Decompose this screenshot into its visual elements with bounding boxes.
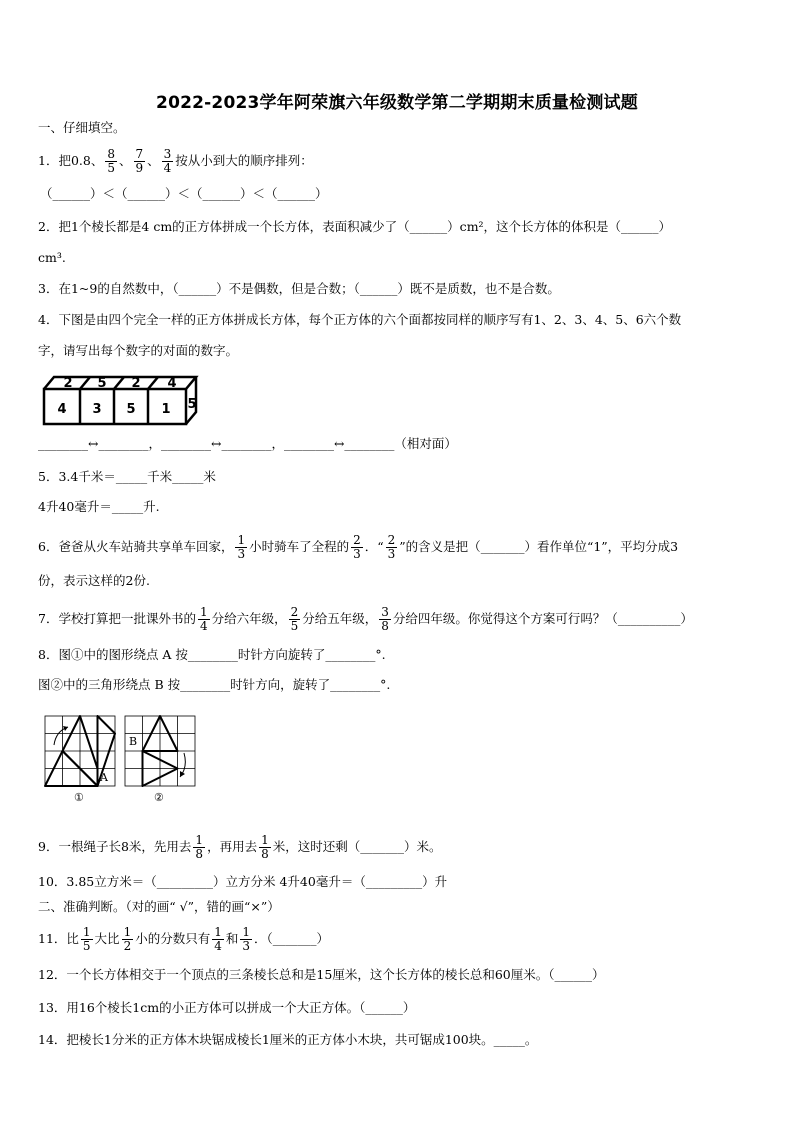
question-8: 8．图①中的图形绕点 A 按________时针方向旋转了________°.: [38, 647, 386, 662]
rotation-figure-1: [44, 715, 116, 805]
fraction: $\frac{3}{8}$: [381, 605, 389, 633]
fraction: $\frac{1}{5}$: [82, 925, 91, 953]
point-B-label: B: [129, 735, 138, 748]
top-face-3: 2: [131, 376, 141, 391]
question-8-cont: 图②中的三角形绕点 B 按________时针方向，旋转了________°.: [38, 677, 391, 692]
question-4-cont: 字，请写出每个数字的对面的数字。: [38, 343, 239, 358]
question-7: 7．学校打算把一批课外书的 $\frac{1}{4}$ 分给六年级， $\frac{2}{5}$ 分给五年级， $\frac{3}{8}$ 分给四年级。你觉得这个方案可行吗？（__________）: [38, 605, 693, 633]
question-14: 14．把棱长1分米的正方体木块锯成棱长1厘米的正方体小木块，共可锯成100块。_____。: [38, 1032, 538, 1047]
section-2-heading: 二、准确判断。（对的画“ √”，错的画“×”）: [38, 899, 280, 914]
fraction: $\frac{1}{2}$: [123, 925, 132, 953]
top-face-4: 4: [167, 376, 177, 391]
q1-answer-blanks: （______）＜（______）＜（______）＜（______）: [40, 186, 328, 201]
fraction: $\frac{1}{3}$: [242, 925, 251, 953]
front-face-1: 4: [57, 402, 67, 417]
question-4: 4．下图是由四个完全一样的正方体拼成长方体，每个正方体的六个面都按同样的顺序写有1、2、3、4、5、6六个数: [38, 312, 682, 327]
side-face: 5: [187, 397, 197, 412]
cube-row-figure: [40, 372, 210, 430]
point-A-label: A: [100, 771, 108, 784]
rotation-figure-2: [124, 715, 196, 805]
fraction: $\frac{1}{3}$: [237, 533, 246, 561]
question-5: 5．3.4千米＝_____千米_____米: [38, 469, 216, 484]
question-9: 9．一根绳子长8米，先用去 $\frac{1}{8}$ ，再用去 $\frac{1}{8}$ 米，这时还剩（_______）米。: [38, 833, 442, 861]
question-1: 1．把0.8、 $\frac{8}{5}$ 、 $\frac{7}{9}$ 、 $\frac{3}{4}$ 按从小到大的顺序排列：: [38, 147, 313, 175]
question-5-cont: 4升40毫升＝_____升.: [38, 499, 160, 514]
fraction: $\frac{8}{5}$: [107, 147, 115, 175]
question-11: 11．比 $\frac{1}{5}$ 大比 $\frac{1}{2}$ 小的分数只有 $\frac{1}{4}$ 和 $\frac{1}{3}$ ．（_______）: [38, 925, 330, 953]
fraction: $\frac{1}{8}$: [195, 833, 204, 861]
question-3: 3．在1~9的自然数中，（______）不是偶数，但是合数；（______）既不是质数，也不是合数。: [38, 281, 560, 296]
fraction: $\frac{2}{3}$: [387, 533, 396, 561]
question-13: 13．用16个棱长1cm的小正方体可以拼成一个大正方体。（______）: [38, 1000, 416, 1015]
question-10: 10．3.85立方米＝（_________）立方分米 4升40毫升＝（_________）升: [38, 874, 448, 889]
front-face-4: 1: [161, 402, 171, 417]
front-face-2: 3: [92, 402, 102, 417]
question-12: 12．一个长方体相交于一个顶点的三条棱长总和是15厘米，这个长方体的棱长总和60厘米。（______）: [38, 967, 605, 982]
figure-2-caption: ②: [154, 791, 164, 804]
q1-text: 1．把0.8、: [38, 153, 104, 168]
fraction: $\frac{3}{4}$: [163, 147, 172, 175]
top-face-2: 5: [97, 376, 107, 391]
question-6: 6．爸爸从火车站骑共享单车回家， $\frac{1}{3}$ 小时骑车了全程的 $\frac{2}{3}$ ．“ $\frac{2}{3}$ ”的含义是把（_______）看作单位“1”，平均分成3: [38, 533, 679, 561]
top-face-1: 2: [63, 376, 73, 391]
fraction: $\frac{2}{5}$: [290, 605, 299, 633]
question-6-cont: 份，表示这样的2份.: [38, 573, 150, 588]
fraction: $\frac{2}{3}$: [353, 533, 361, 561]
fraction: $\frac{1}{4}$: [214, 925, 222, 953]
question-2-cont: cm³.: [38, 250, 66, 265]
fraction: $\frac{1}{8}$: [261, 833, 269, 861]
q4-answer-blanks: ________↔________，________↔________，________↔________（相对面）: [38, 436, 457, 451]
fraction: $\frac{1}{4}$: [199, 605, 208, 633]
question-2: 2．把1个棱长都是4 cm的正方体拼成一个长方体，表面积减少了（______）cm²，这个长方体的体积是（______）: [38, 219, 672, 234]
fraction: $\frac{7}{9}$: [135, 147, 144, 175]
page-title: 2022-2023学年阿荣旗六年级数学第二学期期末质量检测试题: [156, 93, 638, 113]
section-1-heading: 一、仔细填空。: [38, 120, 126, 135]
figure-1-caption: ①: [74, 791, 84, 804]
front-face-3: 5: [126, 402, 136, 417]
